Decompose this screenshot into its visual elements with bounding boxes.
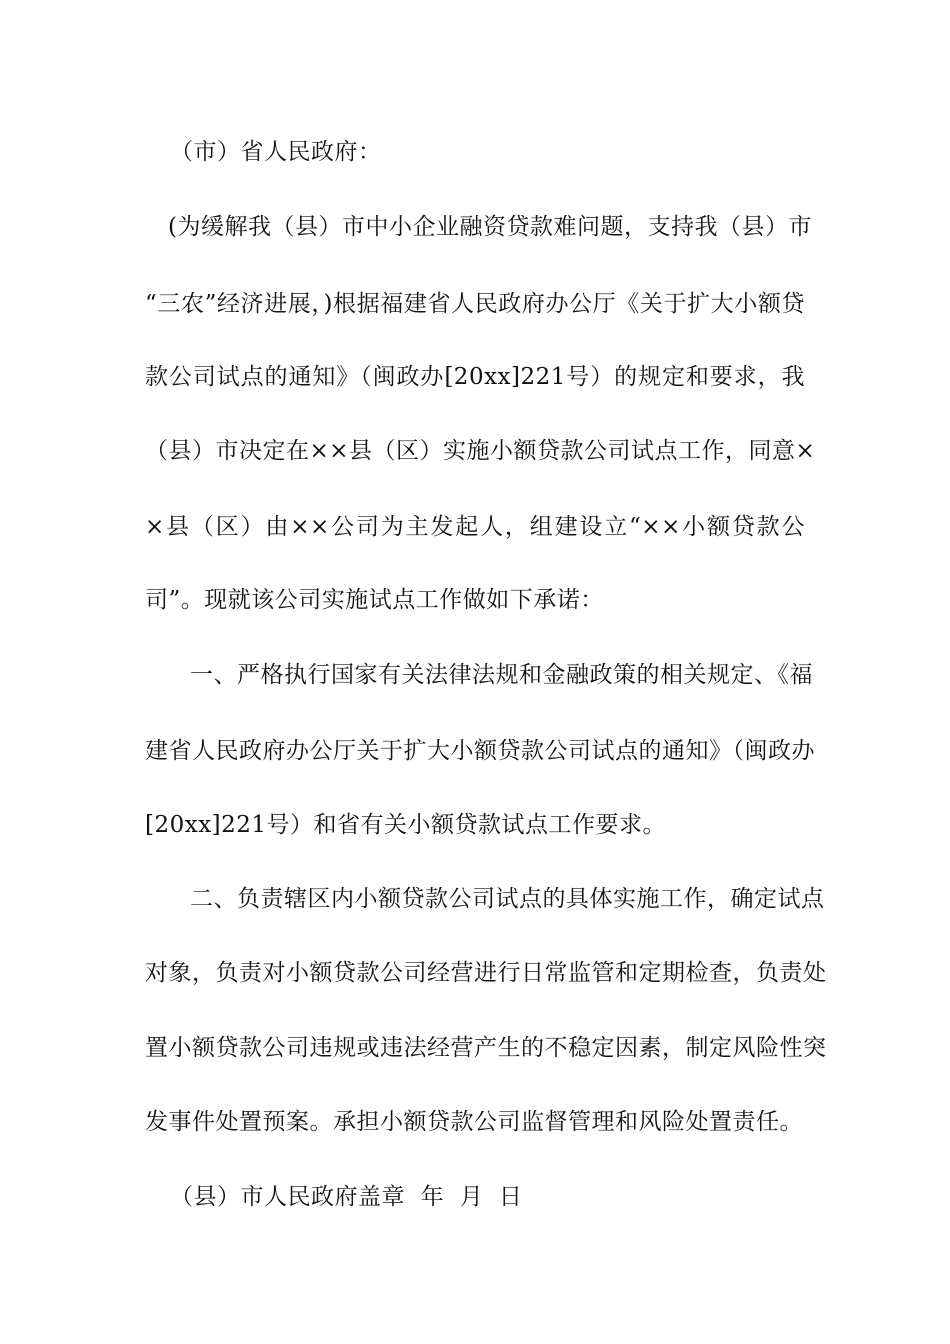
paragraph-2-line-1: 一、严格执行国家有关法律法规和金融政策的相关规定、《福 <box>190 662 813 688</box>
paragraph-1-line-5: ×县（区）由××公司为主发起人，组建设立“××小额贷款公 <box>145 514 805 540</box>
paragraph-3-line-3: 置小额贷款公司违规或违法经营产生的不稳定因素，制定风险性突 <box>145 1035 827 1061</box>
paragraph-3-line-4: 发事件处置预案。承担小额贷款公司监督管理和风险处置责任。 <box>145 1109 803 1135</box>
paragraph-2-line-3: [20xx]221号）和省有关小额贷款试点工作要求。 <box>145 812 667 838</box>
paragraph-1-line-4: （县）市决定在××县（区）实施小额贷款公司试点工作，同意× <box>145 438 816 464</box>
paragraph-3-line-2: 对象，负责对小额贷款公司经营进行日常监管和定期检查，负责处 <box>145 960 827 986</box>
paragraph-1-line-3: 款公司试点的通知》（闽政办[20xx]221号）的规定和要求，我 <box>145 364 805 390</box>
signature-line: （县）市人民政府盖章 年 月 日 <box>170 1184 523 1210</box>
paragraph-3-line-1: 二、负责辖区内小额贷款公司试点的具体实施工作，确定试点 <box>190 886 825 912</box>
paragraph-2-line-2: 建省人民政府办公厅关于扩大小额贷款公司试点的通知》（闽政办 <box>145 738 815 764</box>
paragraph-1-line-6: 司”。现就该公司实施试点工作做如下承诺： <box>145 587 604 613</box>
salutation: （市）省人民政府： <box>170 139 382 165</box>
paragraph-1-line-2: “三农”经济进展，)根据福建省人民政府办公厅《关于扩大小额贷 <box>145 291 805 317</box>
paragraph-1-line-1: (为缓解我（县）市中小企业融资贷款难问题，支持我（县）市 <box>168 214 812 240</box>
